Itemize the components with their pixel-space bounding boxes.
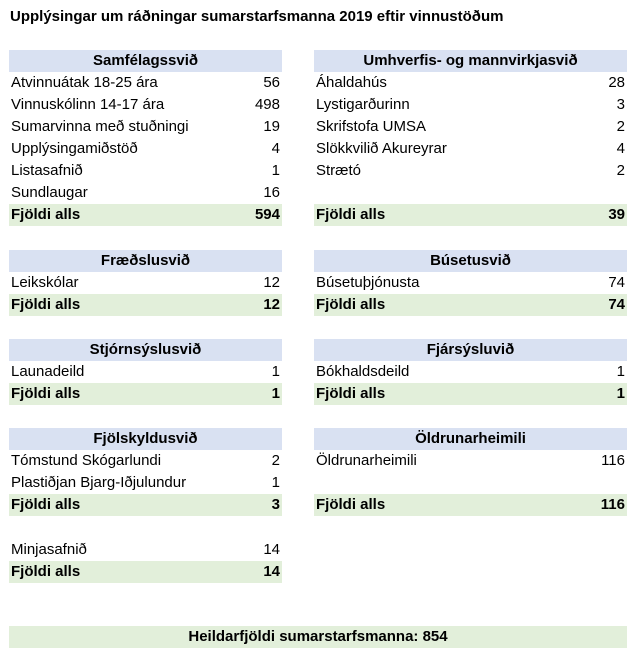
row-name: Plastiðjan Bjarg-Iðjulundur [11, 474, 187, 491]
table-row [9, 94, 282, 116]
total-value: 594 [254, 206, 280, 223]
row-name: Skrifstofa UMSA [316, 118, 427, 135]
total-value: 74 [608, 296, 625, 313]
page-title: Upplýsingar um ráðningar sumarstarfsmanna 2019 eftir vinnustöðum [10, 8, 504, 25]
section-heading: Fræðslusvið [9, 250, 282, 272]
row-name: Öldrunarheimili [316, 452, 417, 469]
row-count: 1 [271, 363, 280, 380]
section-heading: Búsetusvið [314, 250, 627, 272]
total-row [9, 494, 282, 516]
total-value: 14 [263, 563, 280, 580]
total-value: 116 [600, 496, 625, 513]
table-row [314, 160, 627, 182]
total-row [314, 204, 627, 226]
row-count: 56 [263, 74, 280, 91]
row-name: Strætó [316, 162, 362, 179]
row-count: 28 [608, 74, 625, 91]
blank-row [314, 182, 627, 204]
table-row [314, 72, 627, 94]
section-fjarsysluvid [314, 339, 627, 405]
table-row [9, 182, 282, 204]
row-count: 74 [608, 274, 625, 291]
total-label: Fjöldi alls [316, 206, 386, 223]
table-row [9, 160, 282, 182]
section-umhverfis [314, 50, 627, 226]
table-row [9, 450, 282, 472]
section-minjasafnid [9, 539, 282, 583]
total-value: 3 [271, 496, 280, 513]
total-row [9, 561, 282, 583]
row-name: Slökkvilið Akureyrar [316, 140, 447, 157]
total-label: Fjöldi alls [11, 385, 81, 402]
row-count: 2 [271, 452, 280, 469]
row-name: Bókhaldsdeild [316, 363, 410, 380]
row-name: Minjasafnið [11, 541, 87, 558]
row-name: Sundlaugar [11, 184, 88, 201]
table-row [9, 116, 282, 138]
row-count: 498 [254, 96, 280, 113]
section-heading: Fjölskyldusvið [9, 428, 282, 450]
row-count: 4 [271, 140, 280, 157]
table-row [314, 94, 627, 116]
row-count: 14 [263, 541, 280, 558]
section-heading: Umhverfis- og mannvirkjasvið [314, 50, 627, 72]
total-label: Fjöldi alls [11, 496, 81, 513]
total-value: 39 [608, 206, 625, 223]
total-row [314, 383, 627, 405]
section-heading: Öldrunarheimili [314, 428, 627, 450]
row-name: Búsetuþjónusta [316, 274, 420, 291]
total-label: Fjöldi alls [316, 496, 386, 513]
section-fjolskyldusvid [9, 428, 282, 516]
table-row [9, 72, 282, 94]
blank-row [314, 472, 627, 494]
row-name: Launadeild [11, 363, 85, 380]
row-count: 2 [616, 162, 625, 179]
section-oldrunarheimili [314, 428, 627, 516]
section-heading: Fjársýsluvið [314, 339, 627, 361]
row-name: Upplýsingamiðstöð [11, 140, 138, 157]
table-row [314, 138, 627, 160]
total-label: Fjöldi alls [11, 206, 81, 223]
total-value: 1 [271, 385, 280, 402]
table-row [9, 472, 282, 494]
total-label: Fjöldi alls [11, 563, 81, 580]
total-label: Fjöldi alls [316, 385, 386, 402]
row-name: Listasafnið [11, 162, 83, 179]
total-row [314, 294, 627, 316]
row-count: 116 [601, 452, 625, 469]
row-name: Tómstund Skógarlundi [11, 452, 162, 469]
table-row [9, 272, 282, 294]
row-name: Áhaldahús [316, 74, 387, 91]
section-heading: Stjórnsýslusvið [9, 339, 282, 361]
table-row [9, 539, 282, 561]
row-count: 19 [263, 118, 280, 135]
row-count: 1 [616, 363, 625, 380]
section-samfelagssvid [9, 50, 282, 226]
row-count: 1 [271, 162, 280, 179]
row-count: 12 [263, 274, 280, 291]
row-name: Leikskólar [11, 274, 79, 291]
section-stjornsyslusvid [9, 339, 282, 405]
table-row [314, 272, 627, 294]
section-busetusvid [314, 250, 627, 316]
table-row [314, 116, 627, 138]
table-row [9, 138, 282, 160]
total-row [9, 204, 282, 226]
section-heading: Samfélagssvið [9, 50, 282, 72]
total-value: 1 [616, 385, 625, 402]
total-row [9, 383, 282, 405]
grand-total: Heildarfjöldi sumarstarfsmanna: 854 [9, 626, 627, 648]
row-name: Sumarvinna með stuðningi [11, 118, 189, 135]
table-row [314, 361, 627, 383]
row-name: Lystigarðurinn [316, 96, 410, 113]
total-label: Fjöldi alls [11, 296, 81, 313]
section-fraedslusvid [9, 250, 282, 316]
total-row [9, 294, 282, 316]
row-count: 3 [616, 96, 625, 113]
row-count: 16 [263, 184, 280, 201]
table-row [9, 361, 282, 383]
total-value: 12 [263, 296, 280, 313]
row-count: 2 [616, 118, 625, 135]
total-label: Fjöldi alls [316, 296, 386, 313]
row-name: Vinnuskólinn 14-17 ára [11, 96, 165, 113]
row-name: Atvinnuátak 18-25 ára [11, 74, 158, 91]
row-count: 1 [271, 474, 280, 491]
table-row [314, 450, 627, 472]
row-count: 4 [616, 140, 625, 157]
total-row [314, 494, 627, 516]
